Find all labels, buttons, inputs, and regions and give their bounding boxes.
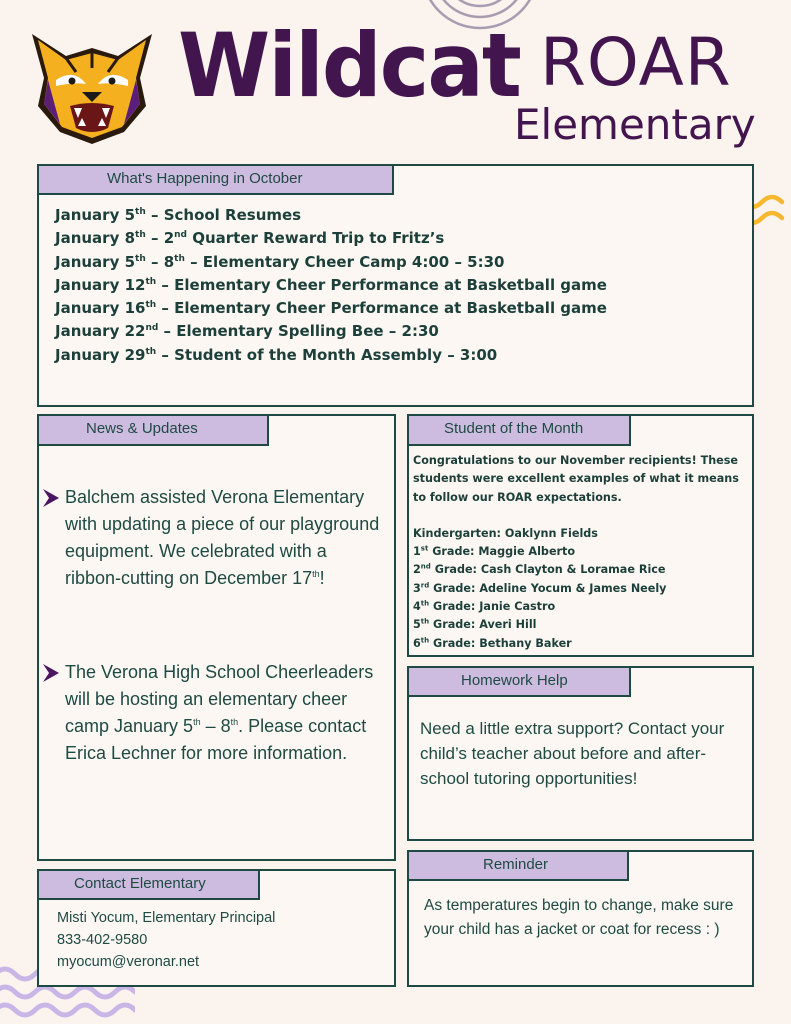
grade-recipient: 3rd Grade: Adeline Yocum & James Neely xyxy=(413,581,667,595)
event-item: January 5th – School Resumes xyxy=(55,206,302,224)
student-of-month-intro: Congratulations to our November recipients! These students were excellent examples of what it means to follow our ROAR expectations. xyxy=(413,454,739,504)
grade-recipient: 5th Grade: Averi Hill xyxy=(413,617,537,632)
reminder-text: As temperatures begin to change, make sure your child has a jacket or coat for recess : ) xyxy=(424,897,734,938)
title-roar: ROAR xyxy=(540,24,732,101)
contact-phone[interactable]: 833-402-9580 xyxy=(57,932,148,948)
news-panel xyxy=(37,414,396,861)
event-item: January 29th – Student of the Month Assembly – 3:00 xyxy=(55,345,498,364)
news-item: The Verona High School Cheerleaders will be hosting an elementary cheer camp January 5th – 8th. Please contact Erica Lechner for more information. xyxy=(41,659,381,767)
grade-recipient: 1st Grade: Maggie Alberto xyxy=(413,544,576,559)
news-item-text: The Verona High School Cheerleaders will be hosting an elementary cheer camp January 5 xyxy=(65,662,374,736)
contact-email[interactable]: myocum@veronar.net xyxy=(57,954,200,970)
event-item: January 16th – Elementary Cheer Performance at Basketball game xyxy=(55,299,607,318)
chevron-right-icon xyxy=(41,488,61,508)
chevron-right-icon xyxy=(41,663,61,683)
title-wildcat: Wildcat xyxy=(178,14,520,117)
homework-heading: Homework Help xyxy=(407,666,631,697)
student-of-month-content xyxy=(413,452,751,653)
contact-heading: Contact Elementary xyxy=(37,869,260,900)
grade-recipient: 4th Grade: Janie Castro xyxy=(413,599,556,614)
news-item-text: Balchem assisted Verona Elementary with updating a piece of our playground equipment. We celebrated with a ribbon-cutting on December 17 xyxy=(65,487,380,588)
homework-text: Need a little extra support? Contact your child’s teacher about before and after-school tutoring opportunities! xyxy=(420,719,725,788)
events-list xyxy=(55,204,607,367)
news-item: Balchem assisted Verona Elementary with updating a piece of our playground equipment. We celebrated with a ribbon-cutting on December 17th! xyxy=(41,484,381,592)
student-of-month-heading: Student of the Month xyxy=(407,414,631,446)
title-elementary: Elementary xyxy=(514,100,756,149)
event-item: January 5th – 8th – Elementary Cheer Camp 4:00 – 5:30 xyxy=(55,252,505,271)
grade-recipient: 2nd Grade: Cash Clayton & Loramae Rice xyxy=(413,562,666,577)
student-of-month-list xyxy=(413,525,751,653)
news-heading: News & Updates xyxy=(37,414,269,446)
grade-recipient: 6th Grade: Bethany Baker xyxy=(413,635,572,650)
reminder-heading: Reminder xyxy=(407,850,629,881)
contact-name: Misti Yocum, Elementary Principal xyxy=(57,910,276,926)
event-item: January 8th – 2nd Quarter Reward Trip to Fritz’s xyxy=(55,229,445,248)
event-item: January 12th – Elementary Cheer Performance at Basketball game xyxy=(55,275,607,294)
kindergarten-recipient: Kindergarten: Oaklynn Fields xyxy=(413,526,598,540)
wildcat-mascot-logo xyxy=(26,28,158,146)
event-item: January 22nd – Elementary Spelling Bee – 2:30 xyxy=(55,322,439,341)
events-heading: What's Happening in October xyxy=(37,164,394,195)
contact-details xyxy=(57,907,275,973)
